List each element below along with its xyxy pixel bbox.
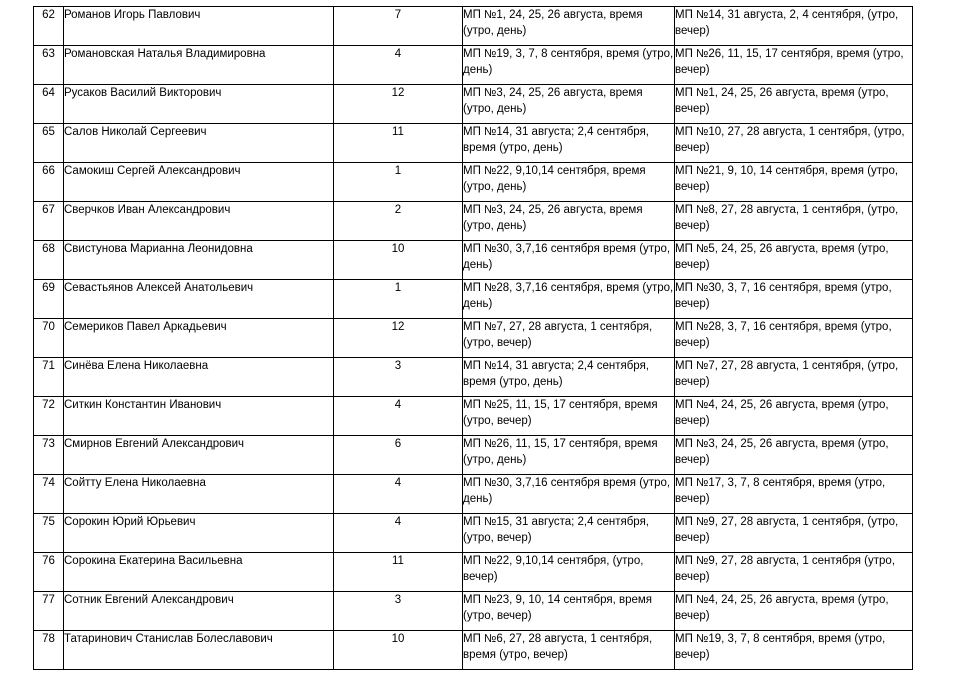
person-name: Севастьянов Алексей Анатольевич (64, 280, 334, 319)
person-name: Романовская Наталья Владимировна (64, 46, 334, 85)
period-two: МП №17, 3, 7, 8 сентября, время (утро, вечер) (675, 475, 913, 514)
period-two: МП №26, 11, 15, 17 сентября, время (утро, вечер) (675, 46, 913, 85)
row-number: 73 (34, 436, 64, 475)
count-value: 11 (334, 124, 463, 163)
period-one: МП №23, 9, 10, 14 сентября, время (утро, вечер) (463, 592, 675, 631)
schedule-table-body (34, 7, 913, 670)
row-number: 77 (34, 592, 64, 631)
row-number: 66 (34, 163, 64, 202)
period-one: МП №14, 31 августа; 2,4 сентября, время (утро, день) (463, 358, 675, 397)
period-two: МП №3, 24, 25, 26 августа, время (утро, вечер) (675, 436, 913, 475)
period-two: МП №8, 27, 28 августа, 1 сентября, (утро, вечер) (675, 202, 913, 241)
period-one: МП №22, 9,10,14 сентября, время (утро, день) (463, 163, 675, 202)
person-name: Сорокина Екатерина Васильевна (64, 553, 334, 592)
row-number: 67 (34, 202, 64, 241)
period-one: МП №1, 24, 25, 26 августа, время (утро, день) (463, 7, 675, 46)
period-two: МП №10, 27, 28 августа, 1 сентября, (утро, вечер) (675, 124, 913, 163)
count-value: 12 (334, 85, 463, 124)
person-name: Салов Николай Сергеевич (64, 124, 334, 163)
period-one: МП №15, 31 августа; 2,4 сентября, (утро, вечер) (463, 514, 675, 553)
period-one: МП №3, 24, 25, 26 августа, время (утро, день) (463, 85, 675, 124)
count-value: 6 (334, 436, 463, 475)
table-row (34, 319, 913, 358)
period-one: МП №30, 3,7,16 сентября время (утро, день) (463, 475, 675, 514)
table-row (34, 124, 913, 163)
period-one: МП №14, 31 августа; 2,4 сентября, время (утро, день) (463, 124, 675, 163)
period-two: МП №14, 31 августа, 2, 4 сентября, (утро, вечер) (675, 7, 913, 46)
period-one: МП №3, 24, 25, 26 августа, время (утро, день) (463, 202, 675, 241)
period-one: МП №22, 9,10,14 сентября, (утро, вечер) (463, 553, 675, 592)
table-row (34, 280, 913, 319)
row-number: 72 (34, 397, 64, 436)
period-two: МП №19, 3, 7, 8 сентября, время (утро, вечер) (675, 631, 913, 670)
table-row (34, 241, 913, 280)
period-two: МП №4, 24, 25, 26 августа, время (утро, вечер) (675, 397, 913, 436)
period-two: МП №9, 27, 28 августа, 1 сентября, (утро, вечер) (675, 514, 913, 553)
table-row (34, 631, 913, 670)
period-two: МП №28, 3, 7, 16 сентября, время (утро, вечер) (675, 319, 913, 358)
table-row (34, 514, 913, 553)
row-number: 68 (34, 241, 64, 280)
table-row (34, 7, 913, 46)
row-number: 71 (34, 358, 64, 397)
count-value: 7 (334, 7, 463, 46)
period-two: МП №4, 24, 25, 26 августа, время (утро, вечер) (675, 592, 913, 631)
period-one: МП №25, 11, 15, 17 сентября, время (утро, вечер) (463, 397, 675, 436)
person-name: Татаринович Станислав Болеславович (64, 631, 334, 670)
period-one: МП №7, 27, 28 августа, 1 сентября, (утро, вечер) (463, 319, 675, 358)
row-number: 76 (34, 553, 64, 592)
person-name: Ситкин Константин Иванович (64, 397, 334, 436)
count-value: 4 (334, 514, 463, 553)
table-row (34, 592, 913, 631)
count-value: 11 (334, 553, 463, 592)
row-number: 62 (34, 7, 64, 46)
count-value: 2 (334, 202, 463, 241)
row-number: 63 (34, 46, 64, 85)
period-two: МП №1, 24, 25, 26 августа, время (утро, вечер) (675, 85, 913, 124)
period-one: МП №6, 27, 28 августа, 1 сентября, время (утро, вечер) (463, 631, 675, 670)
row-number: 65 (34, 124, 64, 163)
person-name: Сойтту Елена Николаевна (64, 475, 334, 514)
period-two: МП №5, 24, 25, 26 августа, время (утро, вечер) (675, 241, 913, 280)
count-value: 3 (334, 592, 463, 631)
count-value: 4 (334, 475, 463, 514)
person-name: Самокиш Сергей Александрович (64, 163, 334, 202)
person-name: Романов Игорь Павлович (64, 7, 334, 46)
table-row (34, 163, 913, 202)
count-value: 4 (334, 397, 463, 436)
count-value: 3 (334, 358, 463, 397)
person-name: Свистунова Марианна Леонидовна (64, 241, 334, 280)
row-number: 74 (34, 475, 64, 514)
period-two: МП №9, 27, 28 августа, 1 сентября (утро, вечер) (675, 553, 913, 592)
row-number: 64 (34, 85, 64, 124)
person-name: Сверчков Иван Александрович (64, 202, 334, 241)
table-row (34, 85, 913, 124)
period-one: МП №28, 3,7,16 сентября, время (утро, день) (463, 280, 675, 319)
table-row (34, 397, 913, 436)
period-one: МП №26, 11, 15, 17 сентября, время (утро, день) (463, 436, 675, 475)
row-number: 78 (34, 631, 64, 670)
person-name: Сотник Евгений Александрович (64, 592, 334, 631)
table-row (34, 358, 913, 397)
table-row (34, 202, 913, 241)
count-value: 10 (334, 631, 463, 670)
person-name: Русаков Василий Викторович (64, 85, 334, 124)
person-name: Смирнов Евгений Александрович (64, 436, 334, 475)
person-name: Сорокин Юрий Юрьевич (64, 514, 334, 553)
count-value: 1 (334, 163, 463, 202)
count-value: 12 (334, 319, 463, 358)
schedule-table (33, 6, 913, 670)
count-value: 10 (334, 241, 463, 280)
period-two: МП №30, 3, 7, 16 сентября, время (утро, вечер) (675, 280, 913, 319)
person-name: Семериков Павел Аркадьевич (64, 319, 334, 358)
table-row (34, 436, 913, 475)
table-row (34, 553, 913, 592)
row-number: 75 (34, 514, 64, 553)
row-number: 69 (34, 280, 64, 319)
person-name: Синёва Елена Николаевна (64, 358, 334, 397)
count-value: 4 (334, 46, 463, 85)
count-value: 1 (334, 280, 463, 319)
table-row (34, 46, 913, 85)
table-row (34, 475, 913, 514)
period-one: МП №30, 3,7,16 сентября время (утро, день) (463, 241, 675, 280)
period-two: МП №7, 27, 28 августа, 1 сентября, (утро, вечер) (675, 358, 913, 397)
period-two: МП №21, 9, 10, 14 сентября, время (утро, вечер) (675, 163, 913, 202)
row-number: 70 (34, 319, 64, 358)
period-one: МП №19, 3, 7, 8 сентября, время (утро, день) (463, 46, 675, 85)
